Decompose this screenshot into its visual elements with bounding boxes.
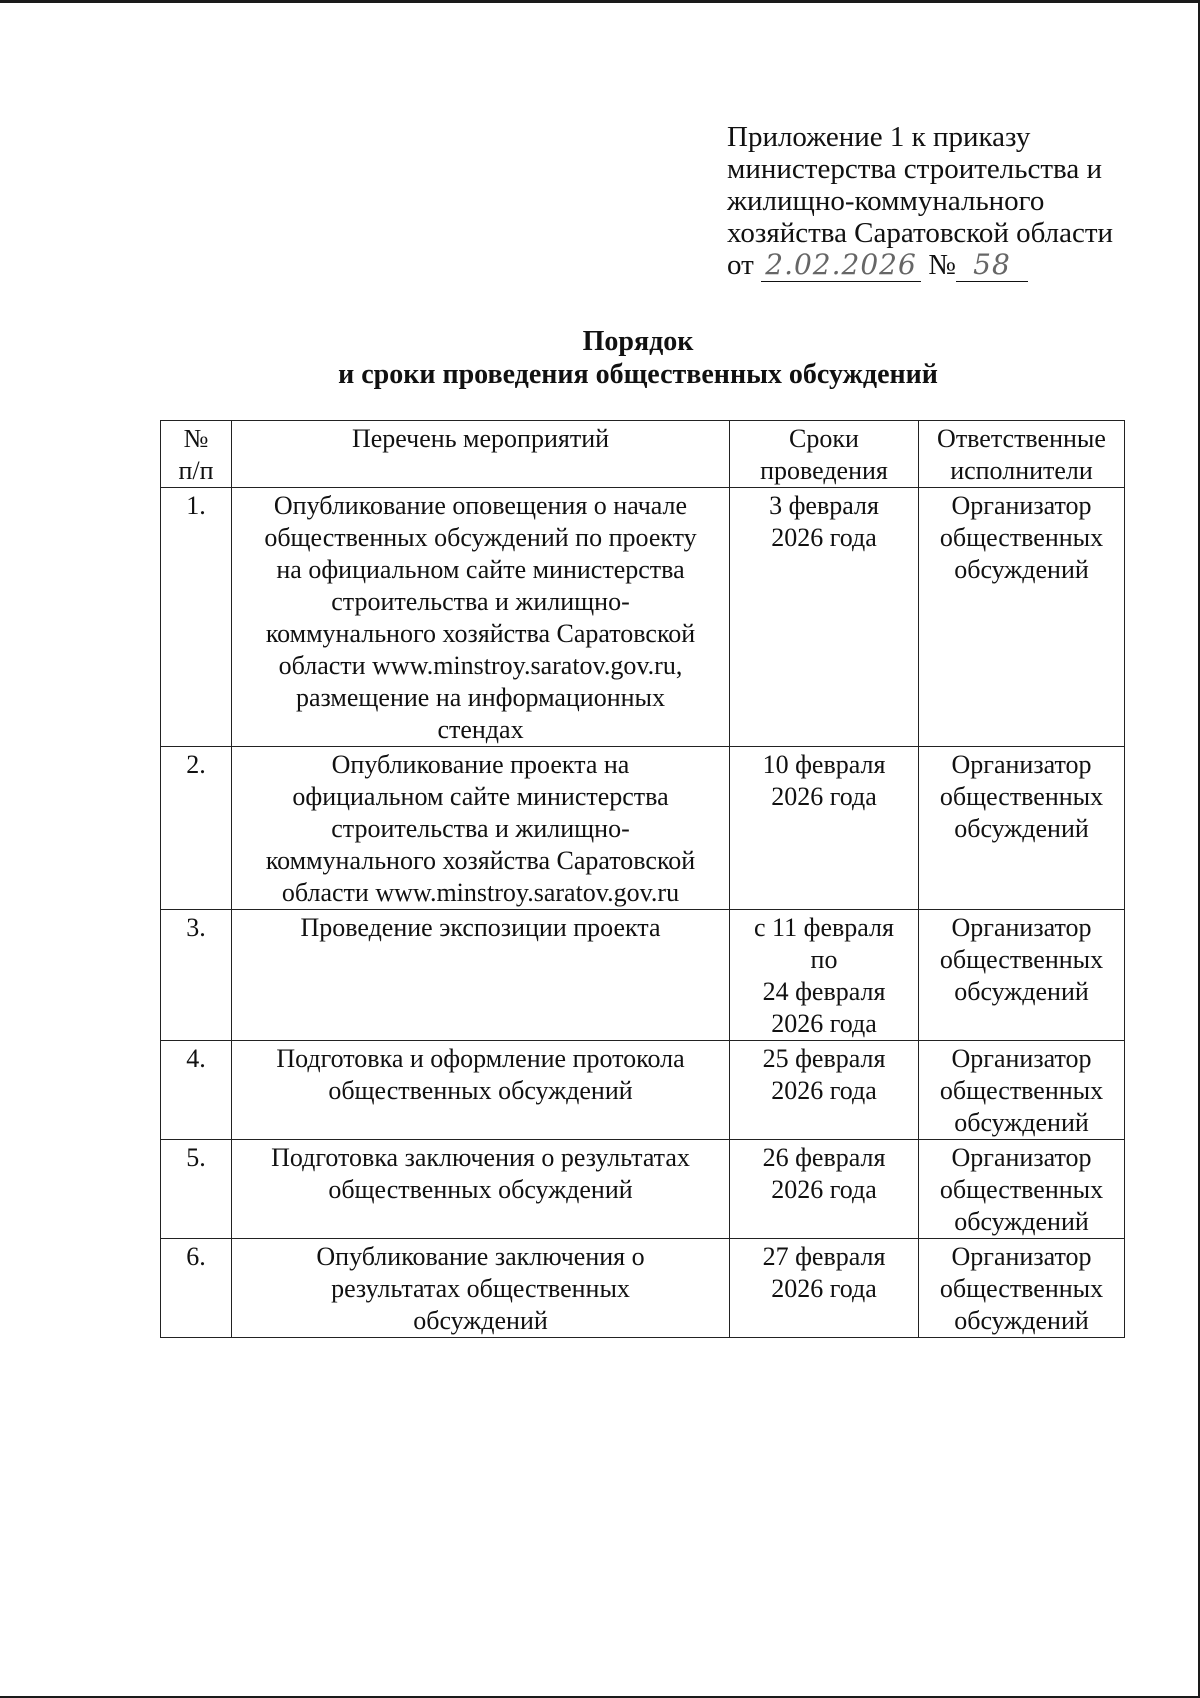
number-prefix: № xyxy=(928,249,956,281)
appendix-line-4: хозяйства Саратовской области xyxy=(727,217,1114,249)
row-num: 6. xyxy=(161,1239,232,1338)
row-activity: Подготовка и оформление протокола общественных обсуждений xyxy=(232,1041,730,1140)
row-activity: Опубликование оповещения о начале общественных обсуждений по проекту на официальном сайте министерства строительства и жилищно- коммунального хозяйства Саратовской области www.minstroy.saratov.gov.ru, размещение на информационных стендах xyxy=(232,488,730,747)
row-responsible: Организатор общественных обсуждений xyxy=(919,1140,1125,1239)
appendix-line-2: министерства строительства и xyxy=(727,153,1102,185)
row-num: 5. xyxy=(161,1140,232,1239)
row-dates: 10 февраля 2026 года xyxy=(730,747,919,910)
row-responsible: Организатор общественных обсуждений xyxy=(919,1239,1125,1338)
row-responsible: Организатор общественных обсуждений xyxy=(919,1041,1125,1140)
row-activity: Проведение экспозиции проекта xyxy=(232,910,730,1041)
table-header-row xyxy=(161,421,1125,488)
row-dates: 26 февраля 2026 года xyxy=(730,1140,919,1239)
row-num: 2. xyxy=(161,747,232,910)
row-activity: Подготовка заключения о результатах общественных обсуждений xyxy=(232,1140,730,1239)
table-row xyxy=(161,1140,1125,1239)
header-num: № п/п xyxy=(161,421,232,488)
handwritten-date: 2.02.2026 xyxy=(761,249,921,282)
row-responsible: Организатор общественных обсуждений xyxy=(919,488,1125,747)
date-prefix: от xyxy=(727,249,754,281)
appendix-line-3: жилищно-коммунального xyxy=(727,185,1045,217)
handwritten-number: 58 xyxy=(956,249,1028,282)
document-subtitle: и сроки проведения общественных обсуждений xyxy=(338,359,938,390)
row-activity: Опубликование заключения о результатах общественных обсуждений xyxy=(232,1239,730,1338)
row-activity: Опубликование проекта на официальном сайте министерства строительства и жилищно- коммунального хозяйства Саратовской области www.minstroy.saratov.gov.ru xyxy=(232,747,730,910)
row-num: 1. xyxy=(161,488,232,747)
table-row xyxy=(161,488,1125,747)
row-num: 4. xyxy=(161,1041,232,1140)
row-dates: с 11 февраля по 24 февраля 2026 года xyxy=(730,910,919,1041)
row-responsible: Организатор общественных обсуждений xyxy=(919,910,1125,1041)
table-row xyxy=(161,1239,1125,1338)
document-title: Порядок xyxy=(582,326,694,357)
row-dates: 3 февраля 2026 года xyxy=(730,488,919,747)
table-row xyxy=(161,910,1125,1041)
row-responsible: Организатор общественных обсуждений xyxy=(919,747,1125,910)
table-row xyxy=(161,1041,1125,1140)
header-dates: Сроки проведения xyxy=(730,421,919,488)
row-dates: 25 февраля 2026 года xyxy=(730,1041,919,1140)
header-responsible: Ответственные исполнители xyxy=(919,421,1125,488)
scan-border-top xyxy=(0,0,1200,3)
appendix-date-line xyxy=(727,249,1147,282)
appendix-line-1: Приложение 1 к приказу xyxy=(727,121,1031,153)
header-activity: Перечень мероприятий xyxy=(232,421,730,488)
appendix-header xyxy=(727,121,1147,282)
table-row xyxy=(161,747,1125,910)
row-num: 3. xyxy=(161,910,232,1041)
events-table xyxy=(160,420,1125,1338)
row-dates: 27 февраля 2026 года xyxy=(730,1239,919,1338)
